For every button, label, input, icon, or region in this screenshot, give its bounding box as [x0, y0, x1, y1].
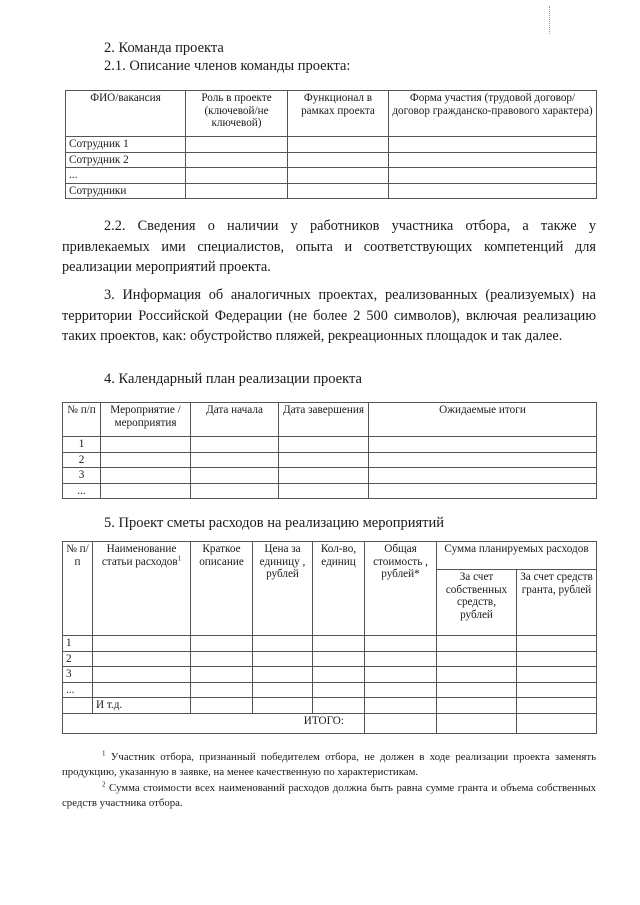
- budget-cell: [437, 667, 517, 683]
- plan-cell: [191, 468, 279, 484]
- plan-cell: [101, 468, 191, 484]
- budget-cell: [191, 651, 253, 667]
- budget-col-num: № п/п: [63, 542, 93, 636]
- team-cell: [288, 168, 389, 184]
- team-cell: [389, 137, 597, 153]
- plan-col-results: Ожидаемые итоги: [369, 403, 597, 437]
- table-row: [63, 651, 597, 667]
- budget-cell: [253, 636, 313, 652]
- footnote-2: [62, 781, 596, 811]
- plan-cell: ...: [63, 483, 101, 499]
- table-row: [66, 137, 597, 153]
- budget-cell: [437, 682, 517, 698]
- budget-cell: [313, 667, 365, 683]
- budget-cell: [313, 636, 365, 652]
- budget-cell: [253, 682, 313, 698]
- budget-cell: [365, 682, 437, 698]
- plan-cell: [279, 437, 369, 453]
- budget-cell: [191, 698, 253, 714]
- team-cell: [186, 168, 288, 184]
- section-4-title: 4. Календарный план реализации проекта: [104, 371, 362, 387]
- plan-col-start: Дата начала: [191, 403, 279, 437]
- budget-col-grant: За счет средств гранта, рублей: [517, 570, 597, 636]
- budget-cell: [365, 698, 437, 714]
- budget-cell: [253, 651, 313, 667]
- plan-cell: [101, 452, 191, 468]
- team-cell: [288, 137, 389, 153]
- budget-cell: [191, 682, 253, 698]
- plan-col-event: Мероприятие /мероприятия: [101, 403, 191, 437]
- budget-table-header: [63, 542, 597, 570]
- budget-cell: [437, 651, 517, 667]
- budget-cell: 2: [63, 651, 93, 667]
- budget-cell: [253, 667, 313, 683]
- budget-col-sum: Сумма планируемых расходов: [437, 542, 597, 570]
- table-row: [66, 152, 597, 168]
- team-table-header: [66, 91, 597, 137]
- team-cell: [389, 183, 597, 199]
- budget-cell: [437, 636, 517, 652]
- footnote-2-mark: 2: [102, 780, 106, 789]
- team-cell: [186, 152, 288, 168]
- budget-cell: [191, 667, 253, 683]
- budget-cell: [517, 698, 597, 714]
- plan-cell: [191, 483, 279, 499]
- table-row: [63, 667, 597, 683]
- team-cell: Сотрудники: [66, 183, 186, 199]
- table-row: [63, 682, 597, 698]
- team-cell: [389, 152, 597, 168]
- footnote-1-mark: 1: [102, 749, 106, 758]
- team-cell: [389, 168, 597, 184]
- plan-cell: [279, 468, 369, 484]
- budget-cell: [517, 713, 597, 733]
- team-table: [65, 90, 597, 199]
- footnote-ref-1: 1: [177, 553, 182, 562]
- budget-cell: [93, 651, 191, 667]
- budget-cell: [313, 698, 365, 714]
- table-row: [63, 636, 597, 652]
- budget-col-total: Общая стоимость , рублей*: [365, 542, 437, 636]
- budget-cell: [365, 636, 437, 652]
- budget-cell: [93, 636, 191, 652]
- plan-cell: [279, 452, 369, 468]
- budget-total-label: ИТОГО:: [63, 713, 365, 733]
- section-2-title: 2. Команда проекта: [104, 40, 224, 56]
- team-col-function: Функционал в рамках проекта: [288, 91, 389, 137]
- team-cell: ...: [66, 168, 186, 184]
- section-5-title: 5. Проект сметы расходов на реализацию мероприятий: [104, 515, 444, 531]
- budget-cell: [437, 698, 517, 714]
- budget-cell: [93, 682, 191, 698]
- paragraph-3: 3. Информация об аналогичных проектах, реализованных (реализуемых) на территории Российской Федерации (не более 2 500 символов), включая реализацию таких проектов, как: обустройство пляжей, рекреационных площадок и так далее.: [62, 287, 596, 344]
- budget-cell: [517, 667, 597, 683]
- team-cell: [186, 137, 288, 153]
- budget-cell: [253, 698, 313, 714]
- team-col-form: Форма участия (трудовой договор/договор гражданско-правового характера): [389, 91, 597, 137]
- budget-cell: 3: [63, 667, 93, 683]
- table-row: [63, 468, 597, 484]
- plan-col-end: Дата завершения: [279, 403, 369, 437]
- plan-cell: 1: [63, 437, 101, 453]
- plan-cell: [101, 483, 191, 499]
- table-row: [66, 168, 597, 184]
- budget-cell: [313, 651, 365, 667]
- plan-table: [62, 402, 597, 499]
- table-row: [63, 452, 597, 468]
- plan-cell: [101, 437, 191, 453]
- budget-cell: И т.д.: [93, 698, 191, 714]
- plan-cell: [369, 452, 597, 468]
- plan-cell: 2: [63, 452, 101, 468]
- budget-col-name-label: Наименование статьи расходов: [101, 543, 178, 568]
- budget-cell: [517, 651, 597, 667]
- plan-cell: [191, 437, 279, 453]
- team-col-role: Роль в проекте (ключевой/не ключевой): [186, 91, 288, 137]
- footnote-1-text: Участник отбора, признанный победителем отбора, не должен в ходе реализации проекта заменять продукцию, указанную в заявке, на менее качественную по характеристикам.: [62, 751, 596, 778]
- budget-cell: [517, 636, 597, 652]
- table-row: [63, 483, 597, 499]
- section-2-1-title: 2.1. Описание членов команды проекта:: [104, 58, 351, 74]
- budget-cell: [93, 667, 191, 683]
- plan-table-header: [63, 403, 597, 437]
- team-cell: [288, 152, 389, 168]
- budget-col-price: Цена за единицу , рублей: [253, 542, 313, 636]
- budget-cell: [313, 682, 365, 698]
- team-col-name: ФИО/вакансия: [66, 91, 186, 137]
- team-cell: Сотрудник 1: [66, 137, 186, 153]
- budget-col-desc: Краткое описание: [191, 542, 253, 636]
- plan-cell: [369, 468, 597, 484]
- table-row: [66, 183, 597, 199]
- budget-table: [62, 541, 597, 734]
- budget-cell: [365, 651, 437, 667]
- budget-cell: [365, 713, 437, 733]
- budget-cell: 1: [63, 636, 93, 652]
- footnote-1: [62, 750, 596, 780]
- team-cell: [186, 183, 288, 199]
- budget-total-row: [63, 713, 597, 733]
- plan-cell: [369, 483, 597, 499]
- paragraph-2-2: 2.2. Сведения о наличии у работников участника отбора, а также у привлекаемых ими специалистов, опыта и соответствующих компетенций для реализации мероприятий проекта.: [62, 218, 596, 275]
- plan-col-num: № п/п: [63, 403, 101, 437]
- plan-cell: [279, 483, 369, 499]
- budget-col-name: [93, 542, 191, 636]
- budget-cell: [517, 682, 597, 698]
- budget-col-own: За счет собственных средств, рублей: [437, 570, 517, 636]
- budget-cell: [365, 667, 437, 683]
- table-row: [63, 437, 597, 453]
- footnote-2-text: Сумма стоимости всех наименований расходов должна быть равна сумме гранта и объема собственных средств участника отбора.: [62, 782, 596, 809]
- budget-cell: [437, 713, 517, 733]
- plan-cell: [191, 452, 279, 468]
- plan-cell: [369, 437, 597, 453]
- budget-cell: ...: [63, 682, 93, 698]
- table-row: [63, 698, 597, 714]
- budget-col-qty: Кол-во, единиц: [313, 542, 365, 636]
- scan-mark: [549, 6, 551, 34]
- budget-cell: [191, 636, 253, 652]
- team-cell: [288, 183, 389, 199]
- team-cell: Сотрудник 2: [66, 152, 186, 168]
- budget-cell: [63, 698, 93, 714]
- plan-cell: 3: [63, 468, 101, 484]
